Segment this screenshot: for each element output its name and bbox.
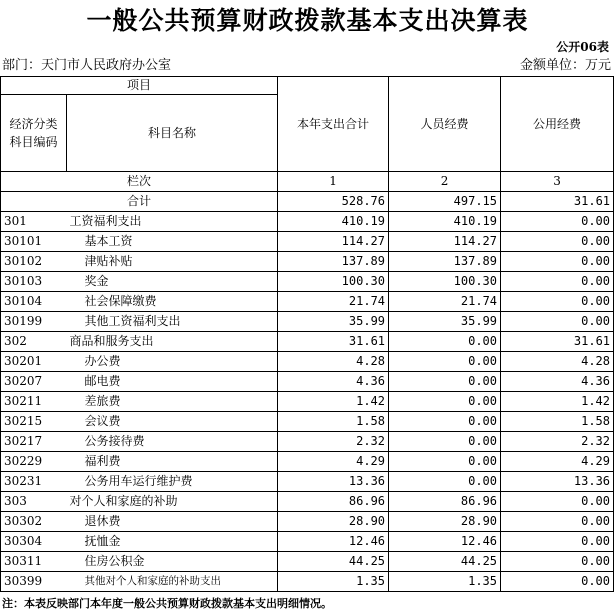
row-personnel: 0.00 [389,472,501,492]
row-public: 0.00 [501,212,614,232]
column-number-row [1,172,614,192]
total-personnel: 497.15 [389,192,501,212]
row-total: 35.99 [278,312,389,332]
row-total: 2.32 [278,432,389,452]
row-subject-name: 办公费 [67,352,278,372]
row-total: 1.42 [278,392,389,412]
row-total: 410.19 [278,212,389,232]
row-subject-name: 退休费 [67,512,278,532]
table-row [1,312,614,332]
table-row [1,512,614,532]
row-personnel: 0.00 [389,372,501,392]
total-label: 合计 [1,192,278,212]
row-subject-name: 对个人和家庭的补助 [67,492,278,512]
table-row [1,232,614,252]
row-personnel: 0.00 [389,452,501,472]
row-public: 0.00 [501,532,614,552]
row-subject-name: 公务接待费 [67,432,278,452]
row-personnel: 100.30 [389,272,501,292]
row-code: 30304 [1,532,67,552]
row-subject-name: 其他工资福利支出 [67,312,278,332]
table-row [1,572,614,592]
row-public: 1.42 [501,392,614,412]
row-public: 0.00 [501,552,614,572]
row-code: 301 [1,212,67,232]
table-row [1,432,614,452]
row-public: 0.00 [501,492,614,512]
unit-label: 金额单位：万元 [519,58,611,73]
table-row [1,452,614,472]
row-public: 0.00 [501,312,614,332]
row-public: 31.61 [501,332,614,352]
table-row [1,352,614,372]
row-code: 30229 [1,452,67,472]
header-item-group: 项目 [1,77,278,95]
row-subject-name: 津贴补贴 [67,252,278,272]
row-code: 30199 [1,312,67,332]
row-personnel: 410.19 [389,212,501,232]
table-row [1,492,614,512]
row-personnel: 137.89 [389,252,501,272]
header-row-item-group [1,77,614,95]
table-row [1,392,614,412]
table-row [1,292,614,312]
row-total: 1.35 [278,572,389,592]
row-code: 30201 [1,352,67,372]
table-row [1,412,614,432]
row-subject-name: 福利费 [67,452,278,472]
row-public: 0.00 [501,272,614,292]
table-row [1,552,614,572]
column-number-3: 3 [501,172,614,192]
row-total: 114.27 [278,232,389,252]
column-number-2: 2 [389,172,501,192]
table-row [1,252,614,272]
row-total: 31.61 [278,332,389,352]
row-subject-name: 社会保障缴费 [67,292,278,312]
row-total: 4.28 [278,352,389,372]
row-code: 30102 [1,252,67,272]
row-code: 30211 [1,392,67,412]
row-public: 4.36 [501,372,614,392]
row-public: 0.00 [501,292,614,312]
report-title: 一般公共预算财政拨款基本支出决算表 [86,6,529,35]
header-total: 本年支出合计 [278,77,389,172]
row-public: 4.29 [501,452,614,472]
department-label: 部门：天门市人民政府办公室 [2,58,172,73]
row-personnel: 0.00 [389,392,501,412]
row-personnel: 21.74 [389,292,501,312]
row-total: 28.90 [278,512,389,532]
row-subject-name: 邮电费 [67,372,278,392]
row-public: 4.28 [501,352,614,372]
table-row [1,212,614,232]
row-personnel: 0.00 [389,332,501,352]
row-public: 0.00 [501,572,614,592]
table-row [1,372,614,392]
row-subject-name: 公务用车运行维护费 [67,472,278,492]
row-total: 137.89 [278,252,389,272]
row-subject-name: 其他对个人和家庭的补助支出 [67,572,278,592]
total-sum: 528.76 [278,192,389,212]
row-personnel: 44.25 [389,552,501,572]
column-number-label: 栏次 [1,172,278,192]
row-personnel: 0.00 [389,432,501,452]
row-code: 303 [1,492,67,512]
table-note: 注：本表反映部门本年度一般公共预算财政拨款基本支出明细情况。 [2,597,332,610]
row-public: 0.00 [501,232,614,252]
table-row [1,532,614,552]
header-personnel: 人员经费 [389,77,501,172]
row-total: 1.58 [278,412,389,432]
row-code: 30302 [1,512,67,532]
row-personnel: 35.99 [389,312,501,332]
row-subject-name: 奖金 [67,272,278,292]
row-personnel: 0.00 [389,412,501,432]
table-row [1,332,614,352]
row-code: 30311 [1,552,67,572]
row-total: 86.96 [278,492,389,512]
row-personnel: 28.90 [389,512,501,532]
row-subject-name: 基本工资 [67,232,278,252]
row-total: 21.74 [278,292,389,312]
row-personnel: 114.27 [389,232,501,252]
row-personnel: 1.35 [389,572,501,592]
total-public: 31.61 [501,192,614,212]
row-code: 30103 [1,272,67,292]
row-personnel: 86.96 [389,492,501,512]
row-personnel: 12.46 [389,532,501,552]
row-code: 30217 [1,432,67,452]
header-public: 公用经费 [501,77,614,172]
row-code: 30215 [1,412,67,432]
row-code: 30399 [1,572,67,592]
header-subject-name: 科目名称 [67,95,278,172]
row-code: 302 [1,332,67,352]
row-subject-name: 住房公积金 [67,552,278,572]
row-code: 30231 [1,472,67,492]
row-subject-name: 差旅费 [67,392,278,412]
table-row [1,472,614,492]
row-personnel: 0.00 [389,352,501,372]
total-row [1,192,614,212]
row-total: 4.36 [278,372,389,392]
row-total: 12.46 [278,532,389,552]
row-total: 100.30 [278,272,389,292]
header-econ-code: 经济分类 科目编码 [1,95,67,172]
form-code: 公开06表 [556,40,609,54]
row-code: 30104 [1,292,67,312]
row-subject-name: 会议费 [67,412,278,432]
row-subject-name: 商品和服务支出 [67,332,278,352]
row-code: 30101 [1,232,67,252]
table-row [1,272,614,292]
column-number-1: 1 [278,172,389,192]
row-public: 1.58 [501,412,614,432]
row-subject-name: 抚恤金 [67,532,278,552]
row-total: 4.29 [278,452,389,472]
expenditure-table [0,76,614,592]
row-public: 2.32 [501,432,614,452]
row-public: 13.36 [501,472,614,492]
row-total: 44.25 [278,552,389,572]
row-code: 30207 [1,372,67,392]
row-subject-name: 工资福利支出 [67,212,278,232]
row-public: 0.00 [501,252,614,272]
row-public: 0.00 [501,512,614,532]
row-total: 13.36 [278,472,389,492]
